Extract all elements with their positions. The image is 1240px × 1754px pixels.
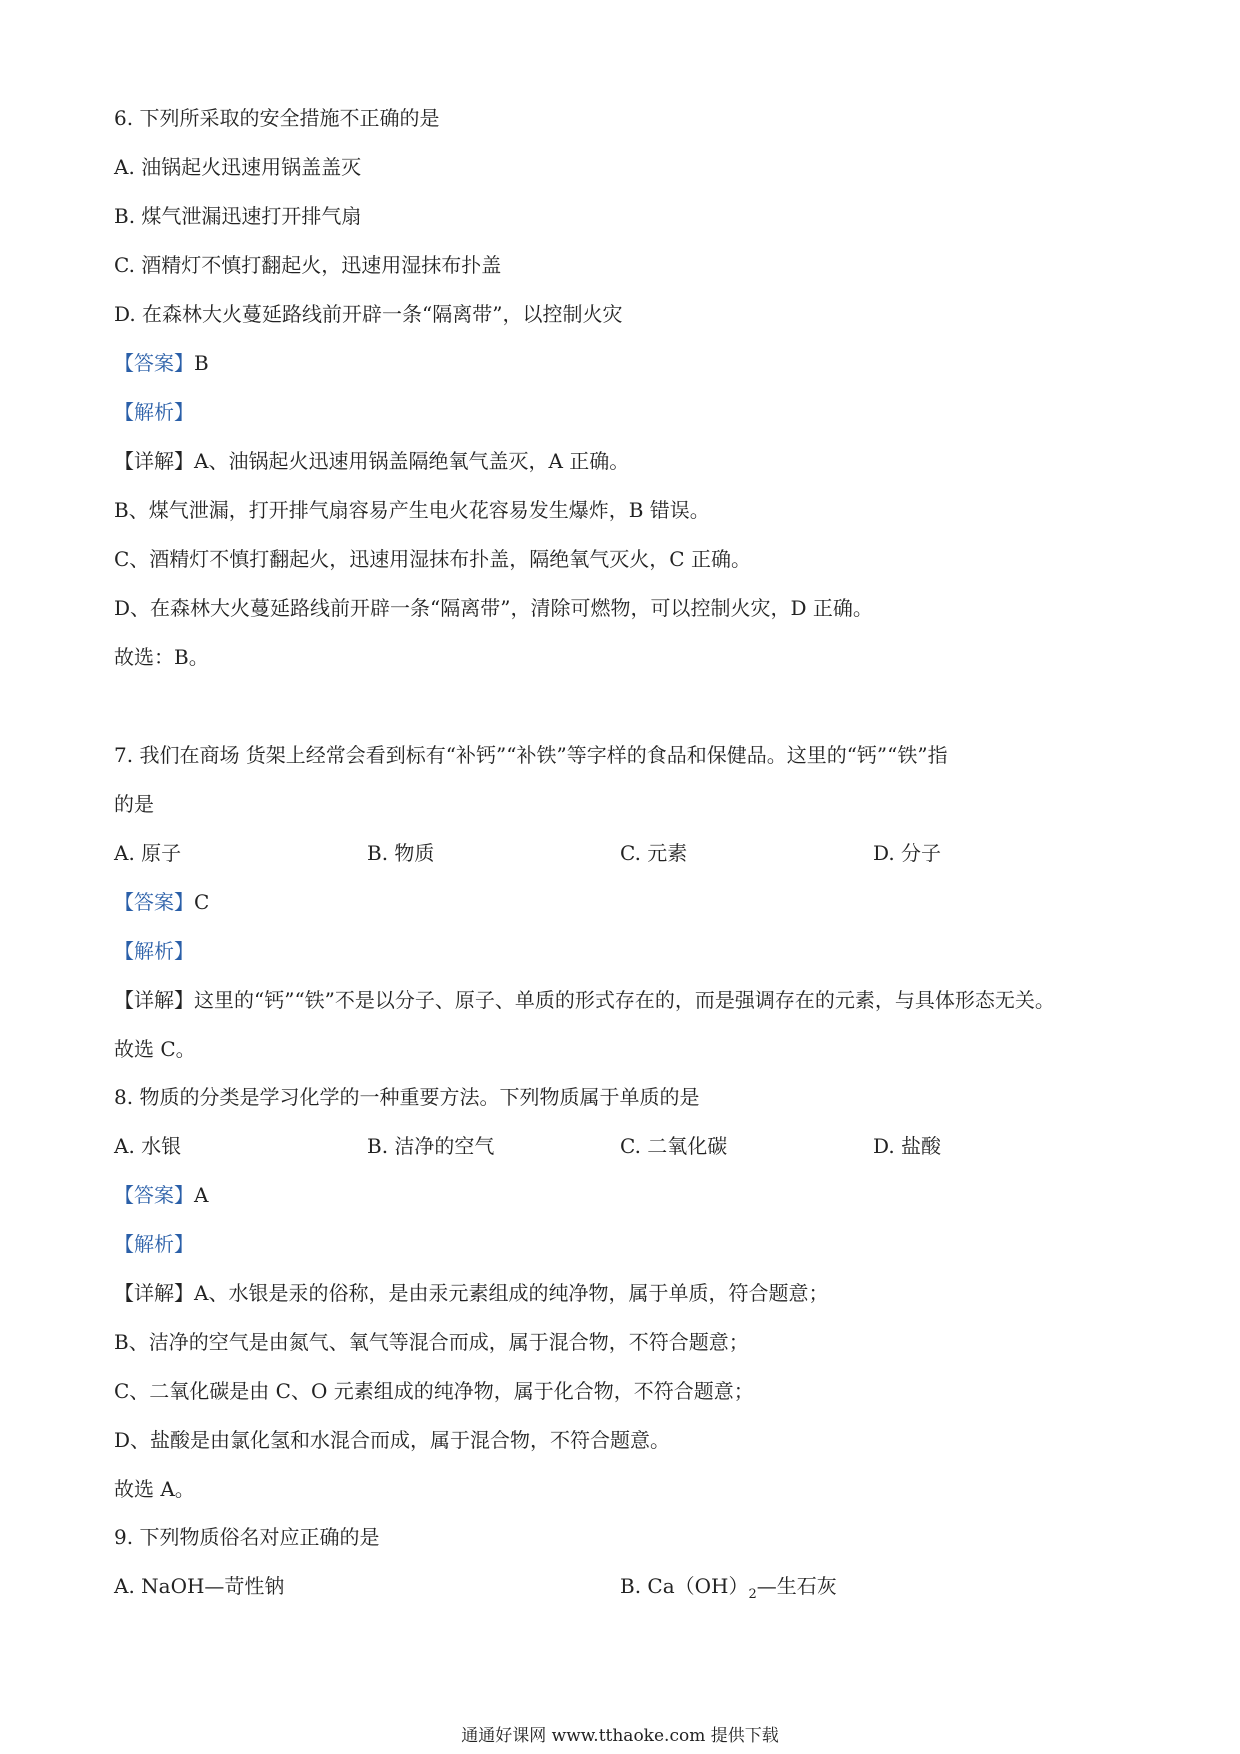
q7-option-b: B. 物质 xyxy=(367,841,435,865)
q9-option-b-subscript: 2 xyxy=(748,1587,757,1602)
q6-option-d: D. 在森林大火蔓延路线前开辟一条“隔离带”，以控制火灾 xyxy=(114,302,623,326)
q9-stem: 9. 下列物质俗名对应正确的是 xyxy=(114,1525,380,1549)
answer-value: B xyxy=(194,351,209,375)
q9-option-b xyxy=(620,1572,837,1609)
q7-analysis-tag: 【解析】 xyxy=(114,939,194,963)
q6-option-a: A. 油锅起火迅速用锅盖盖灭 xyxy=(114,155,362,179)
answer-tag: 【答案】 xyxy=(114,351,194,375)
q7-conclusion: 故选 C。 xyxy=(114,1037,196,1061)
q6-detail-2: B、煤气泄漏，打开排气扇容易产生电火花容易发生爆炸，B 错误。 xyxy=(114,498,710,522)
q7-detail-1: 【详解】这里的“钙”“铁”不是以分子、原子、单质的形式存在的，而是强调存在的元素，与具体形态无关。 xyxy=(114,988,1055,1012)
answer-value: C xyxy=(194,890,210,914)
q8-detail-3: C、二氧化碳是由 C、O 元素组成的纯净物，属于化合物，不符合题意； xyxy=(114,1379,754,1403)
q8-option-c: C. 二氧化碳 xyxy=(620,1134,728,1158)
q8-option-a: A. 水银 xyxy=(114,1134,182,1158)
q6-analysis-tag: 【解析】 xyxy=(114,400,194,424)
q6-option-c: C. 酒精灯不慎打翻起火，迅速用湿抹布扑盖 xyxy=(114,253,502,277)
q8-analysis-tag: 【解析】 xyxy=(114,1232,194,1256)
answer-tag: 【答案】 xyxy=(114,1183,194,1207)
q9-option-a: A. NaOH—苛性钠 xyxy=(114,1574,285,1598)
q7-option-c: C. 元素 xyxy=(620,841,688,865)
q8-option-b: B. 洁净的空气 xyxy=(367,1134,495,1158)
page-footer: 通通好课网 www.tthaoke.com 提供下载 xyxy=(461,1726,779,1746)
q6-answer xyxy=(114,349,209,377)
q7-option-a: A. 原子 xyxy=(114,841,182,865)
q6-stem: 6. 下列所采取的安全措施不正确的是 xyxy=(114,106,440,130)
q6-detail-3: C、酒精灯不慎打翻起火，迅速用湿抹布扑盖，隔绝氧气灭火，C 正确。 xyxy=(114,547,751,571)
q8-detail-4: D、盐酸是由氯化氢和水混合而成，属于混合物，不符合题意。 xyxy=(114,1428,671,1452)
q8-detail-1: 【详解】A、水银是汞的俗称，是由汞元素组成的纯净物，属于单质，符合题意； xyxy=(114,1281,829,1305)
q6-detail-1: 【详解】A、油锅起火迅速用锅盖隔绝氧气盖灭，A 正确。 xyxy=(114,449,630,473)
q7-answer xyxy=(114,888,209,916)
q7-stem-line2: 的是 xyxy=(114,792,154,816)
q8-stem: 8. 物质的分类是学习化学的一种重要方法。下列物质属于单质的是 xyxy=(114,1085,700,1109)
answer-tag: 【答案】 xyxy=(114,890,194,914)
q6-detail-4: D、在森林大火蔓延路线前开辟一条“隔离带”，清除可燃物，可以控制火灾，D 正确。 xyxy=(114,596,873,620)
q8-detail-2: B、洁净的空气是由氮气、氧气等混合而成，属于混合物，不符合题意； xyxy=(114,1330,749,1354)
q8-answer xyxy=(114,1181,208,1209)
answer-value: A xyxy=(194,1183,209,1207)
q9-option-b-formula: B. Ca（OH） xyxy=(620,1574,749,1598)
q8-conclusion: 故选 A。 xyxy=(114,1477,195,1501)
q8-option-d: D. 盐酸 xyxy=(873,1134,942,1158)
q9-option-b-name: —生石灰 xyxy=(756,1574,837,1598)
q7-option-d: D. 分子 xyxy=(873,841,942,865)
q6-option-b: B. 煤气泄漏迅速打开排气扇 xyxy=(114,204,362,228)
q7-stem-line1: 7. 我们在商场 货架上经常会看到标有“补钙”“补铁”等字样的食品和保健品。这里的“钙”“铁”指 xyxy=(114,743,948,767)
q6-conclusion: 故选：B。 xyxy=(114,645,209,669)
